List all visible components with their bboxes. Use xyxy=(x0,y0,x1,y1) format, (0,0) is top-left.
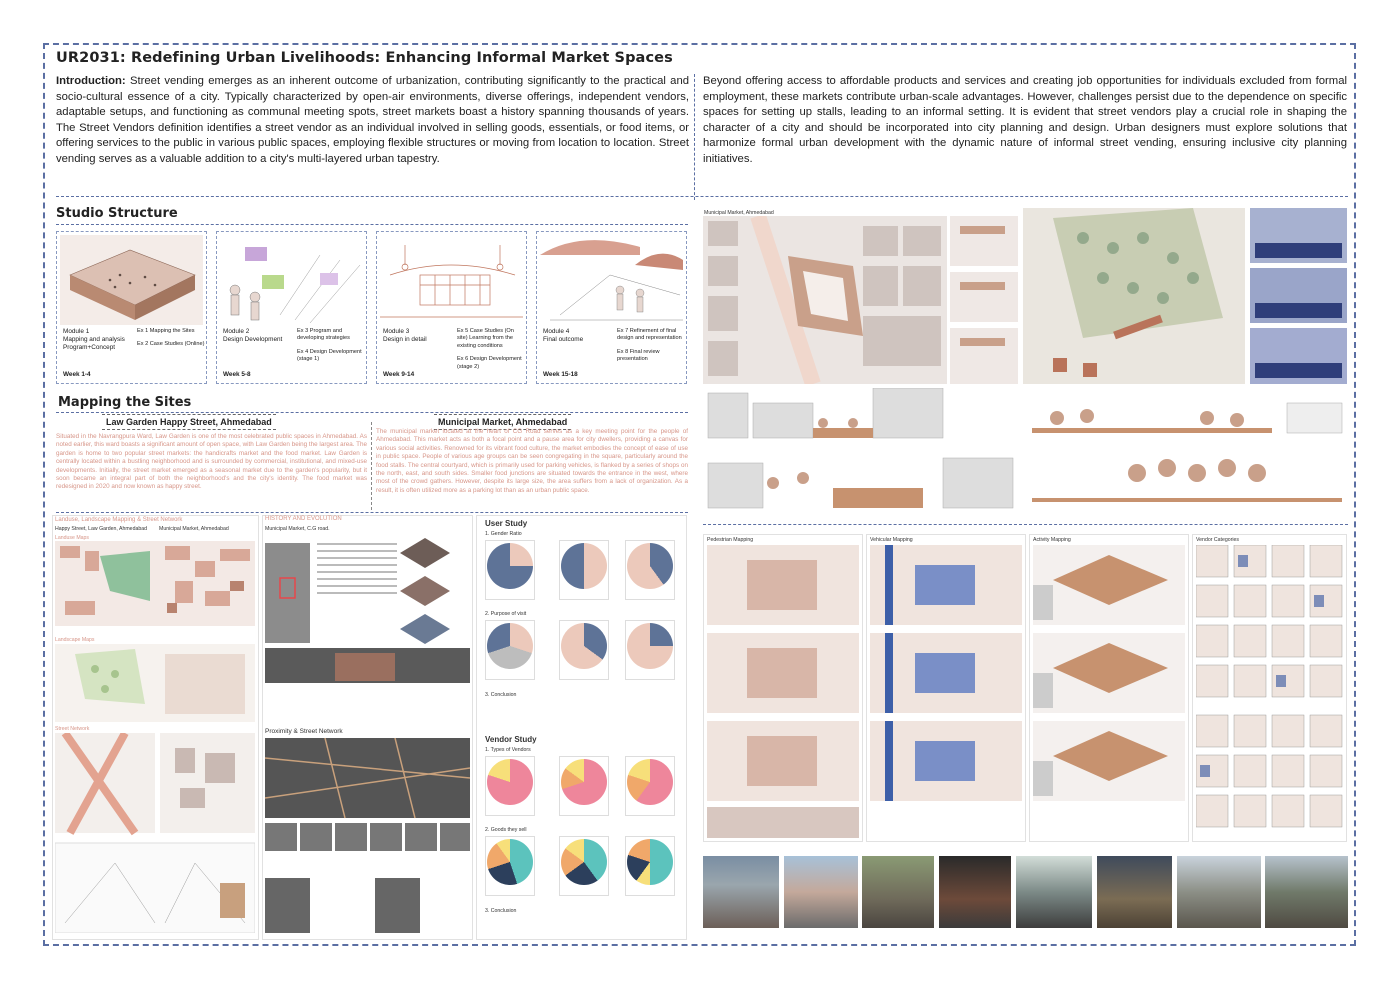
purpose-pie-2 xyxy=(561,623,607,669)
municipal-sections xyxy=(703,388,1021,518)
module-4-exercises: Ex 7 Refinement of final design and representation Ex 8 Final review presentation xyxy=(617,328,682,363)
module-2-weeks: Week 5-8 xyxy=(223,371,251,378)
module-3-exercises: Ex 5 Case Studies (On site) Learning from the existing conditions Ex 6 Design Development (stage 2) xyxy=(457,328,522,370)
goods-pie-box-3 xyxy=(625,836,675,896)
module-card-1 xyxy=(56,231,207,384)
landuse-sub1: Happy Street, Law Garden, Ahmedabad xyxy=(55,526,147,532)
module-1-weeks: Week 1-4 xyxy=(63,371,91,378)
module-1-exercises: Ex 1 Mapping the Sites Ex 2 Case Studies (Online) xyxy=(137,328,205,348)
gender-pie-box-2 xyxy=(559,540,609,600)
study-panel xyxy=(476,515,687,940)
vendor-pie-box-3 xyxy=(625,756,675,816)
landscape-maps xyxy=(55,644,255,722)
module-2-exercises: Ex 3 Program and developing strategies Ex 4 Design Development (stage 1) xyxy=(297,328,362,363)
history-heading: HISTORY AND EVOLUTION xyxy=(265,516,342,522)
goods-pie-2 xyxy=(561,839,607,885)
site-photo-7 xyxy=(1177,856,1261,928)
vendor-illustrations xyxy=(1196,545,1344,838)
goods-pie-1 xyxy=(487,839,533,885)
conclusion1-label: 3. Conclusion xyxy=(485,692,517,698)
module-4-weeks: Week 15-18 xyxy=(543,371,578,378)
history-panel xyxy=(262,515,473,940)
vendor-pie-box-1 xyxy=(485,756,535,816)
ped-maps xyxy=(707,545,859,838)
gender-pie-box-3 xyxy=(625,540,675,600)
landuse-maps-label: Landuse Maps xyxy=(55,535,90,541)
purpose-pie-1 xyxy=(487,623,533,669)
purpose-label: 2. Purpose of visit xyxy=(485,611,527,617)
studio-heading: Studio Structure xyxy=(56,206,178,221)
purpose-pie-box-3 xyxy=(625,620,675,680)
module-3-weeks: Week 9-14 xyxy=(383,371,415,378)
mapping-divider xyxy=(56,412,688,413)
history-sub: Municipal Market, C.G road. xyxy=(265,526,330,532)
module-3-illustration xyxy=(380,235,523,325)
module-1-illustration xyxy=(60,235,203,325)
module-card-2 xyxy=(216,231,367,384)
intro-right: Beyond offering access to affordable products and services and creating job opportunities for individuals excluded from formal employment, these markets contribute urban-scale advantages. However, challenges persist due to the dependence on specific spaces for setting up stalls, leading to an informal setting. It is evident that street vendors play a crucial role in shaping the character of a city and should be incorporated into city planning and design. Urban designers must explore solutions that harmonize formal urban development with the dynamic nature of informal street vending, ensuring inclusive city planning initiatives. xyxy=(703,75,1347,165)
street-network-maps xyxy=(55,733,255,933)
vendor-categories-panel xyxy=(1192,534,1347,842)
veh-mapping-label: Vehicular Mapping xyxy=(870,537,913,543)
page-title: UR2031: Redefining Urban Livelihoods: Enhancing Informal Market Spaces xyxy=(56,50,673,66)
module-2-label: Module 2 Design Development xyxy=(223,328,283,343)
site-photo-3 xyxy=(862,856,934,928)
site2-title: Municipal Market, Ahmedabad xyxy=(434,414,571,430)
user-study-heading: User Study xyxy=(485,519,528,528)
module-2-illustration xyxy=(220,235,363,325)
goods-pie-box-1 xyxy=(485,836,535,896)
municipal-site-map xyxy=(703,216,947,384)
lawgarden-sections xyxy=(1027,388,1347,518)
types-vendors-label: 1. Types of Vendors xyxy=(485,747,531,753)
gender-pie-2 xyxy=(561,543,607,589)
act-mapping-label: Activity Mapping xyxy=(1033,537,1071,543)
vehicular-mapping-panel xyxy=(866,534,1026,842)
proximity-heading: Proximity & Street Network xyxy=(265,728,343,735)
ped-mapping-label: Pedestrian Mapping xyxy=(707,537,754,543)
vendor-pie-1 xyxy=(487,759,533,805)
intro-label: Introduction: xyxy=(56,75,126,87)
module-card-3 xyxy=(376,231,527,384)
vendor-pie-box-2 xyxy=(559,756,609,816)
lawgarden-perspectives xyxy=(1250,208,1347,384)
gender-pie-box-1 xyxy=(485,540,535,600)
vendor-pie-3 xyxy=(627,759,673,805)
pedestrian-mapping-panel xyxy=(703,534,863,842)
vendor-study-heading: Vendor Study xyxy=(485,735,537,744)
landuse-maps xyxy=(55,541,255,626)
goods-pie-3 xyxy=(627,839,673,885)
module-card-4 xyxy=(536,231,687,384)
site-photo-5 xyxy=(1016,856,1092,928)
municipal-detail-maps xyxy=(950,216,1018,384)
section-divider xyxy=(56,196,1348,197)
site-photo-8 xyxy=(1265,856,1348,928)
site-photo-4 xyxy=(939,856,1011,928)
purpose-pie-box-1 xyxy=(485,620,535,680)
module-1-label: Module 1 Mapping and analysis Program+Concept xyxy=(63,328,125,351)
vendor-cat-label: Vendor Categories xyxy=(1196,537,1239,543)
landuse-heading: Landuse, Landscape Mapping & Street Network xyxy=(55,517,183,523)
site-photo-6 xyxy=(1097,856,1172,928)
studio-divider xyxy=(56,224,688,225)
lower-divider xyxy=(56,512,688,513)
module-4-illustration xyxy=(540,235,683,325)
municipal-label: Municipal Market, Ahmedabad xyxy=(704,210,774,216)
intro-divider xyxy=(694,74,695,200)
site1-text: Situated in the Navrangpura Ward, Law Garden is one of the most celebrated public spaces in Ahmedabad. As noted earlier, this ward boasts a significant amount of open space, with Law Garden being the largest area. The garden is home to two popular street markets: the handicrafts market and the food market. Law Garden is centrally located within a bustling neighborhood and is surrounded by commercial, institutional, and mixed-use developments. Initially, the street market emerged as a seasonal market due to the garden's popularity, but it soon became an integral part of both the neighborhood's and the city's identity. The food market was redesigned in 2020 and now known as happy street. xyxy=(56,433,367,491)
activity-mapping-panel xyxy=(1029,534,1189,842)
module-4-label: Module 4 Final outcome xyxy=(543,328,584,343)
mapping-heading: Mapping the Sites xyxy=(58,395,192,410)
history-maps xyxy=(265,538,470,683)
landuse-sub2: Municipal Market, Ahmedabad xyxy=(159,526,229,532)
landuse-panel xyxy=(52,515,259,940)
goods-pie-box-2 xyxy=(559,836,609,896)
lawgarden-site-map xyxy=(1023,208,1245,384)
landscape-maps-label: Landscape Maps xyxy=(55,637,95,643)
intro-left xyxy=(56,74,689,168)
conclusion2-label: 3. Conclusion xyxy=(485,908,517,914)
veh-maps xyxy=(870,545,1022,838)
vendor-pie-2 xyxy=(561,759,607,805)
site-photo-2 xyxy=(784,856,858,928)
site-divider xyxy=(371,422,372,510)
gender-ratio-label: 1. Gender Ratio xyxy=(485,531,522,537)
gender-pie-1 xyxy=(487,543,533,589)
site1-title: Law Garden Happy Street, Ahmedabad xyxy=(102,414,276,430)
purpose-pie-box-2 xyxy=(559,620,609,680)
intro-left-text: Street vending emerges as an inherent outcome of urbanization, contributing significantly to the practical and socio-cultural essence of a city. Typically characterized by open-air environments, diverse offerings, independent vendors, adaptable setups, and functioning as communal meeting spots, street markets boast a history spanning thousands of years. The Street Vendors definition identifies a street vendor as an individual involved in selling goods, essentials, or food items, or offering services to the public in various public spaces, employing flexible structures or moving from location to location. Street vending serves as a valuable addition to a city's multi-layered urban tapestry. xyxy=(56,75,690,165)
module-3-label: Module 3 Design in detail xyxy=(383,328,427,343)
act-maps xyxy=(1033,545,1185,838)
purpose-pie-3 xyxy=(627,623,673,669)
right-divider xyxy=(703,524,1348,525)
gender-pie-3 xyxy=(627,543,673,589)
site2-text: The municipal market located at the heart of CG Road serves as a key meeting point for the people of Ahmedabad. This market acts as both a focal point and a pause area for city dwellers, providing a canvas for various social activities. Renowned for its vibrant food culture, the market embodies the concept of ease of use in public space. People of various age groups can be seen congregating in the square, particularly around the food stalls. The central courtyard, which is primarily used for parking vehicles, is flanked by a series of shops on the north, east, and south sides. Smaller food junctions are situated towards the entrance in the west, where most of the crowd gathers. However, despite its large size, the area suffers from a lack of organization. As a result, it is often utilized more as a parking lot than as an urban public space. xyxy=(376,428,688,494)
goods-label: 2. Goods they sell xyxy=(485,827,527,833)
street-network-label: Street Network xyxy=(55,726,90,732)
site-photo-1 xyxy=(703,856,779,928)
proximity-maps xyxy=(265,738,470,938)
